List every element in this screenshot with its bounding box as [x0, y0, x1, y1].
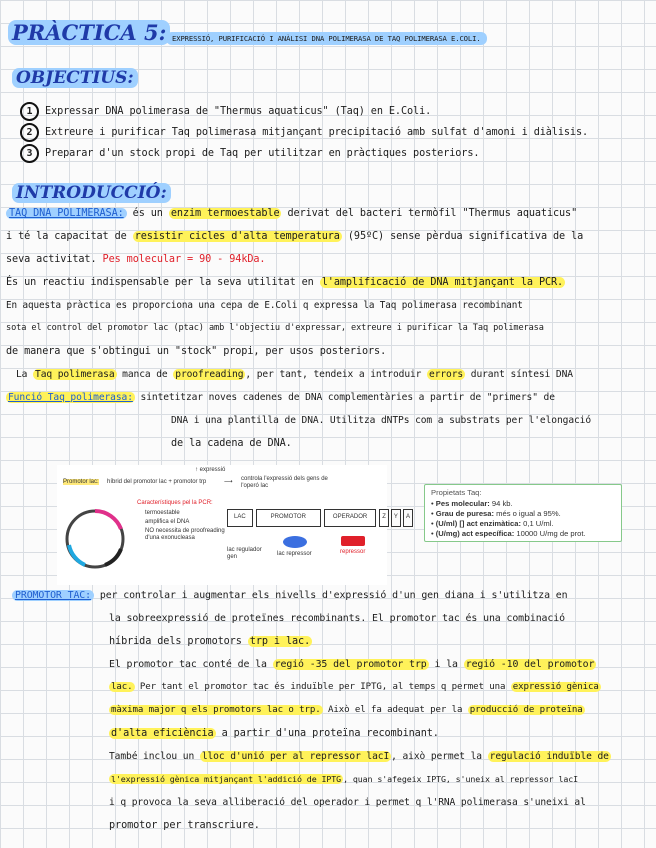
introduccio-heading: INTRODUCCIÓ: — [12, 183, 171, 203]
prop-value: 94 kb. — [489, 499, 513, 508]
prop-key: (U/mg) act específica: — [435, 529, 515, 538]
objective-item — [20, 102, 640, 123]
operon-box-y: Y — [391, 509, 401, 527]
diagram-promotor-label: Promotor lac: — [63, 479, 99, 485]
red-note: Pes molecular = 90 - 94kDa. — [102, 254, 266, 265]
lac-regulator-label: lac regulador gen — [227, 547, 262, 560]
highlight: d'alta eficiència — [111, 728, 214, 739]
highlight: Taq polimerasa — [35, 369, 115, 380]
text-span: i té la capacitat de — [6, 231, 133, 242]
highlight: producció de proteïna — [469, 705, 583, 715]
plasmid-icon — [65, 493, 131, 579]
highlight: resistir cicles d'alta temperatura — [134, 231, 340, 242]
intro-line: En aquesta pràctica es proporciona una cepa de E.Coli q expressa la Taq polimerasa recombinant — [6, 300, 523, 311]
text-span: , això permet la — [391, 751, 488, 762]
highlight: trp i lac. — [249, 636, 311, 647]
promotor-line: la sobreexpressió de proteïnes recombinants. El promotor tac és una combinació — [109, 613, 565, 624]
prop-row: • Grau de puresa: més o igual a 95%. — [431, 509, 561, 518]
diagram-note-top: ↑ expressió — [195, 467, 226, 473]
page-title: PRÀCTICA 5: — [8, 20, 170, 45]
highlight: regulació induïble de — [489, 751, 609, 762]
page-subtitle: EXPRESSIÓ, PURIFICACIÓ I ANÀLISI DNA POLIMERASA DE TAQ POLIMERASA E.COLI. — [166, 32, 487, 45]
highlight: lloc d'unió per al repressor lacI — [201, 751, 390, 762]
intro-line — [6, 392, 652, 415]
introduccio-body — [6, 208, 652, 461]
promotor-line — [12, 751, 652, 774]
caract-bullet: amplifica el DNA — [145, 519, 190, 525]
objectius-list — [20, 102, 640, 165]
prop-key: (U/ml) [] act enzimàtica: — [435, 519, 522, 528]
funcio-label: Funció Taq polimerasa: — [8, 392, 133, 403]
prop-row: • (U/ml) [] act enzimàtica: 0,1 U/ml. — [431, 519, 554, 528]
promotor-line: promotor per transcriure. — [109, 820, 260, 831]
prop-key: Grau de puresa: — [435, 509, 495, 518]
highlight: l'amplificació de DNA mitjançant la PCR. — [321, 277, 564, 288]
text-span: i la — [428, 659, 464, 670]
text-span: a partir d'una proteïna recombinant. — [215, 728, 439, 739]
text-span: per controlar i augmentar els nivells d'expressió d'un gen diana i s'utilitza en — [94, 590, 568, 601]
prop-row: • Pes molecular: 94 kb. — [431, 499, 513, 508]
promotor-line — [12, 659, 652, 682]
promotor-line — [12, 705, 652, 728]
intro-line: de la cadena de DNA. — [171, 438, 292, 449]
highlight: màxima major q els promotors lac o trp. — [111, 705, 321, 715]
text-span: durant síntesi DNA — [465, 369, 573, 380]
taq-plasmid-diagram — [57, 465, 410, 585]
text-span: La — [16, 369, 34, 380]
operon-box-lac: LAC — [227, 509, 253, 527]
objective-text: Expressar DNA polimerasa de "Thermus aquaticus" (Taq) en E.Coli. — [45, 106, 432, 117]
objective-text: Preparar d'un stock propi de Taq per utilitzar en pràctiques posteriors. — [45, 148, 480, 159]
text-span: El promotor tac conté de la — [109, 659, 273, 670]
diagram-control-desc: controla l'expressió dels gens de l'operó lac — [241, 476, 328, 489]
intro-line — [6, 208, 652, 231]
page-header — [8, 20, 608, 50]
diagram-arrow: ⟶ — [224, 479, 233, 485]
promotor-line — [12, 728, 652, 751]
text-span: sintetitzar noves cadenes de DNA complementàries a partir de "primers" de — [134, 392, 555, 403]
operon-box-operador: OPERADOR — [324, 509, 376, 527]
text-span: híbrida dels promotors — [109, 636, 248, 647]
prop-value: 0,1 U/ml. — [521, 519, 554, 528]
intro-line — [6, 369, 652, 392]
promotor-line: i q provoca la seva alliberació del operador i permet q l'RNA polimerasa s'uneixi al — [109, 797, 586, 808]
promotor-line — [12, 682, 652, 705]
repressor-shape — [282, 535, 308, 549]
intro-line: sota el control del promotor lac (ptac) amb l'objectiu d'expressar, extreure i purificar la Taq polimerasa — [6, 323, 544, 333]
promotor-line — [12, 590, 652, 613]
caract-title: Característiques pel la PCR: — [137, 500, 213, 506]
intro-line: de manera que s'obtingui un "stock" propi, per usos posteriors. — [6, 346, 387, 357]
operon-boxes — [227, 509, 413, 527]
diagram-promotor-desc: híbrid del promotor lac + promotor trp — [107, 479, 207, 485]
operon-box-promotor: PROMOTOR — [256, 509, 321, 527]
objective-text: Extreure i purificar Taq polimerasa mitjançant precipitació amb sulfat d'amoni i diàlisis. — [45, 127, 589, 138]
prop-value: més o igual a 95%. — [494, 509, 561, 518]
intro-line — [6, 277, 652, 300]
repressor-red-label: repressor — [340, 549, 366, 555]
highlight: l'expressió gènica mitjançant l'addició de IPTG — [111, 774, 342, 784]
promotor-tac-label: PROMOTOR TAC: — [12, 590, 94, 601]
text-span: Això el fa adequat per la — [322, 705, 468, 715]
objective-item — [20, 144, 640, 165]
prop-value: 10000 U/mg de prot. — [514, 529, 586, 538]
objective-item — [20, 123, 640, 144]
objectius-heading: OBJECTIUS: — [12, 68, 138, 88]
caract-bullet: NO necessita de proofreading d'una exonucleasa — [145, 528, 225, 541]
caract-bullet: termoestable — [145, 510, 180, 516]
taq-term: TAQ DNA POLIMERASA: — [6, 208, 127, 219]
promotor-line — [12, 774, 652, 797]
highlight: enzim termoestable — [170, 208, 280, 219]
text-span: Per tant el promotor tac és induïble per IPTG, al temps q permet una — [134, 682, 511, 692]
text-span: és un — [126, 208, 169, 219]
highlight: lac. — [111, 682, 133, 692]
text-span: També inclou un — [109, 751, 200, 762]
objective-number: 1 — [20, 102, 39, 121]
objective-number: 3 — [20, 144, 39, 163]
propietats-title: Propietats Taq: — [431, 488, 482, 497]
highlight: expressió gènica — [512, 682, 599, 692]
highlight: regió -10 del promotor — [465, 659, 595, 670]
highlight: errors — [429, 369, 464, 380]
operon-box-a: A — [403, 509, 413, 527]
prop-key: Pes molecular: — [435, 499, 490, 508]
objective-number: 2 — [20, 123, 39, 142]
text-span: , per tant, tendeix a introduir — [245, 369, 428, 380]
text-span: manca de — [116, 369, 174, 380]
intro-line — [6, 254, 652, 277]
intro-line — [6, 231, 652, 254]
highlight: regió -35 del promotor trp — [274, 659, 427, 670]
operon-box-z: Z — [379, 509, 389, 527]
promotor-line — [12, 636, 652, 659]
highlight: proofreading — [175, 369, 244, 380]
prop-row: • (U/mg) act específica: 10000 U/mg de prot. — [431, 529, 586, 538]
red-repressor-shape — [340, 535, 366, 547]
propietats-card — [424, 484, 622, 542]
lac-repressor-label: lac repressor — [277, 551, 312, 557]
intro-line: DNA i una plantilla de DNA. Utilitza dNTPs com a substrats per l'elongació — [171, 415, 592, 426]
text-span: , quan s'afegeix IPTG, s'uneix al repressor lacI — [343, 774, 579, 784]
text-span: (95ºC) sense pèrdua significativa de la — [341, 231, 584, 242]
text-span: derivat del bacteri termòfil "Thermus aquaticus" — [281, 208, 578, 219]
text-span: seva activitat. — [6, 254, 103, 265]
promotor-tac-section — [12, 590, 652, 843]
text-span: És un reactiu indispensable per la seva utilitat en — [6, 277, 320, 288]
